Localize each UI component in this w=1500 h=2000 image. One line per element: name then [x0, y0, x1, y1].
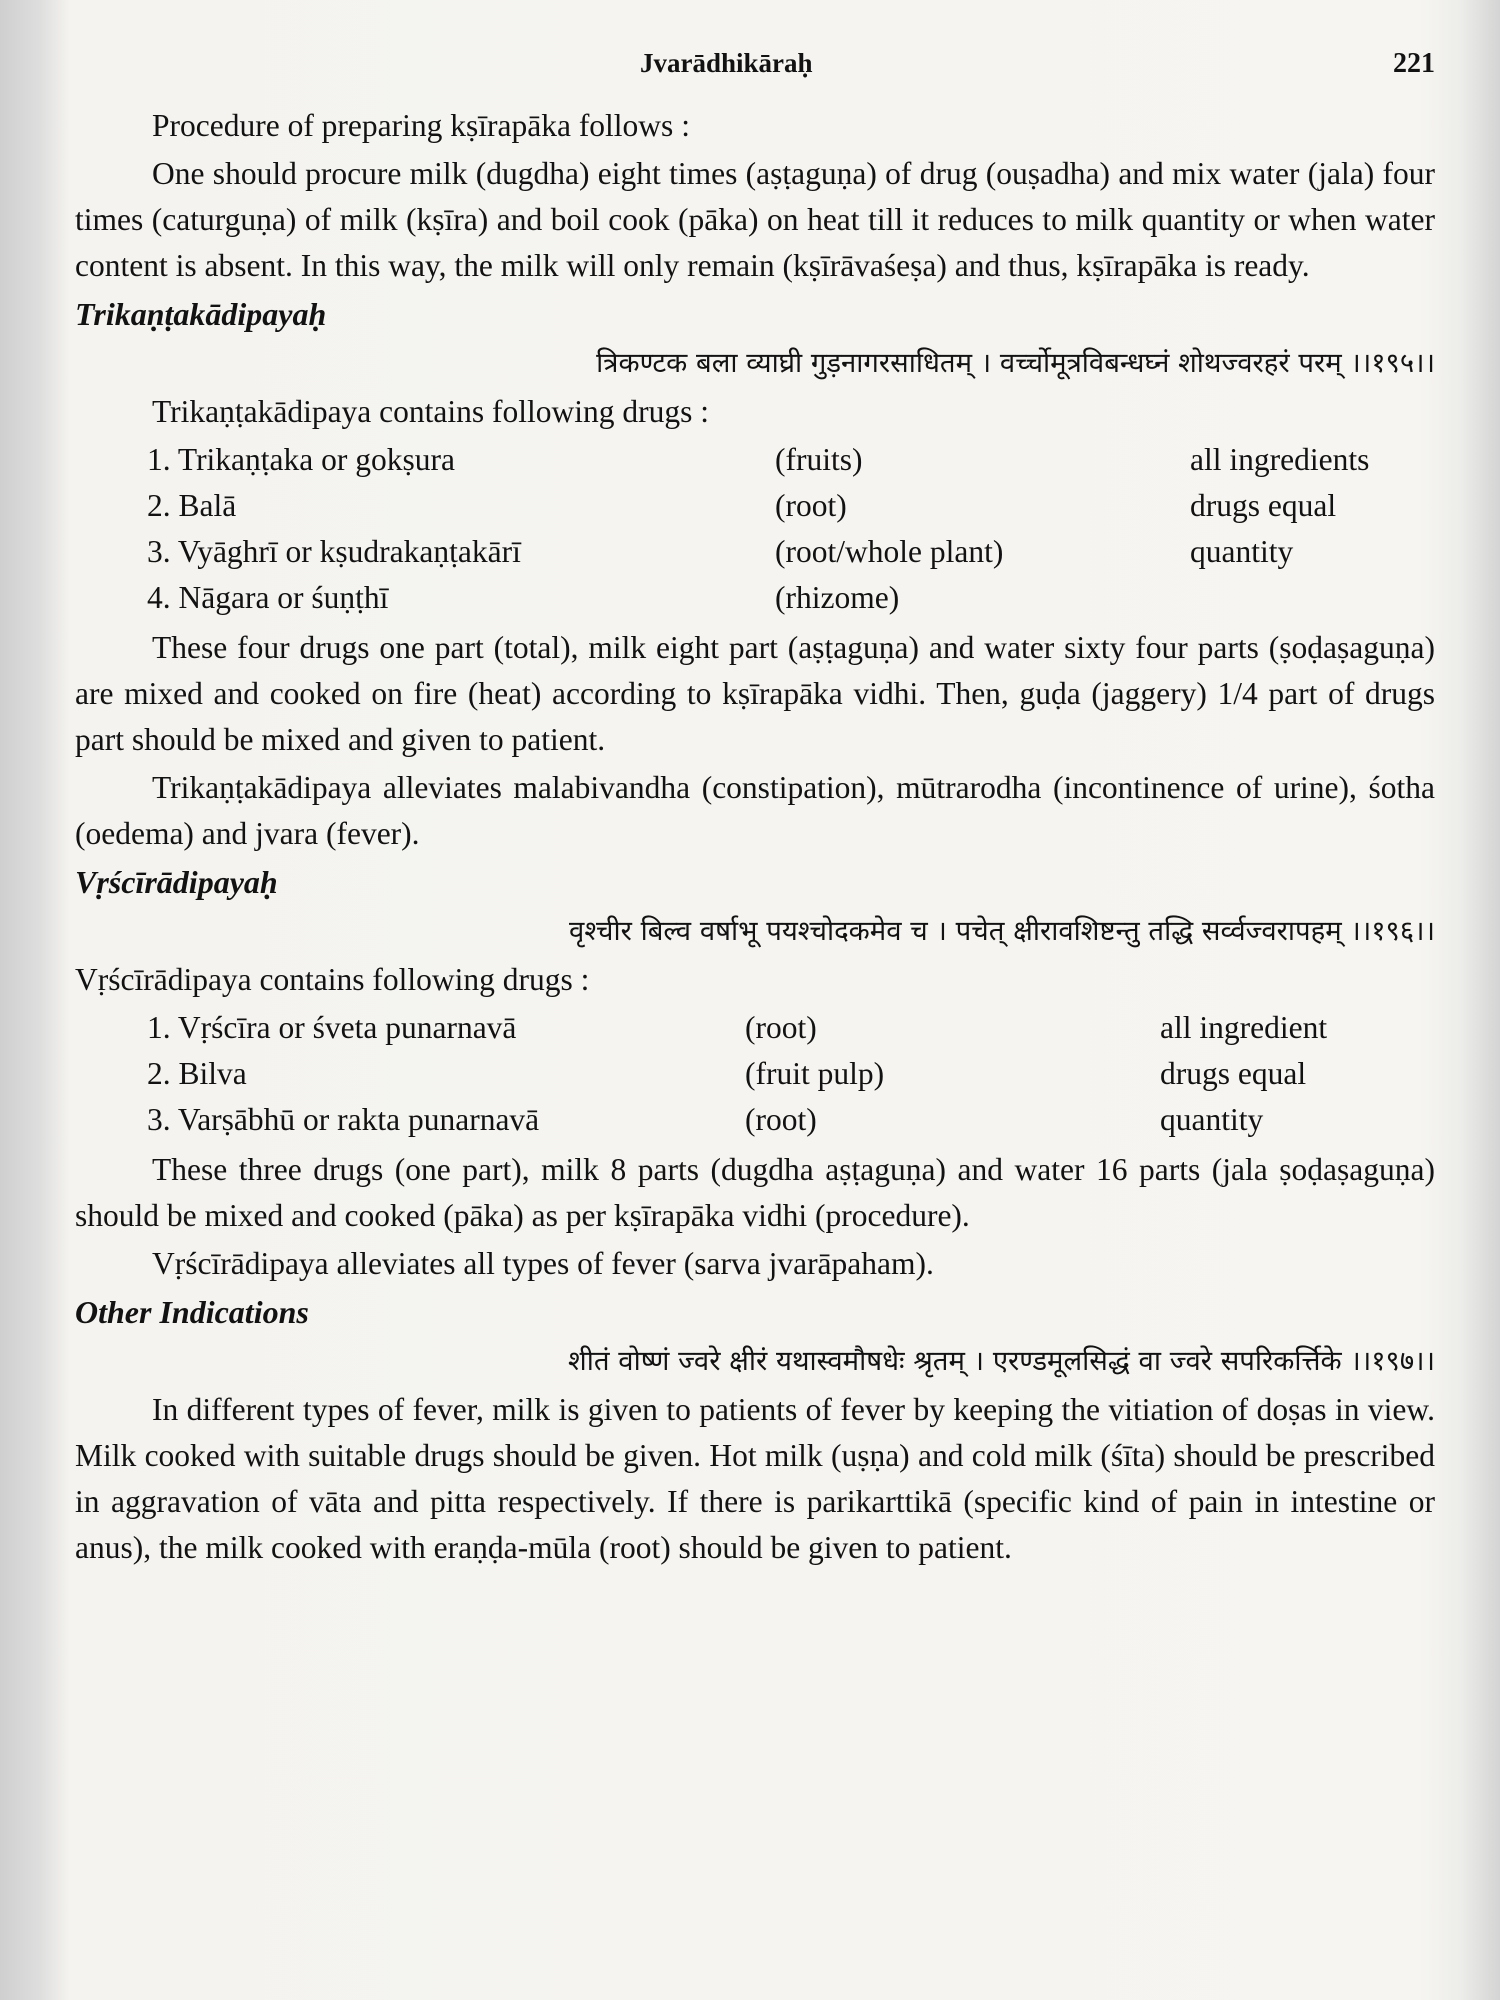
drug-list — [75, 437, 1435, 621]
section-heading-vrscīradipayah: Vṛścīrādipayaḥ — [75, 864, 278, 900]
page-header — [75, 48, 1435, 88]
indication-paragraph: Trikaṇṭakādipaya alleviates malabivandha (constipation), mūtrarodha (incontinence of urine), śotha (oedema) and jvara (fever). — [75, 770, 1435, 851]
sanskrit-verse-195: त्रिकण्टक बला व्याघ्री गुड़नागरसाधितम् । वर्च्चोमूत्रविबन्धघ्नं शोथज्वरहरं परम् ।।१९५।। — [596, 347, 1435, 379]
drug-name: 3. Varṣābhū or rakta punarnavā — [147, 1102, 540, 1137]
drug-name: 4. Nāgara or śuṇṭhī — [147, 580, 389, 615]
drug-part: (fruits) — [775, 442, 863, 477]
drug-note: quantity — [1190, 534, 1294, 569]
drug-note: drugs equal — [1190, 488, 1337, 523]
list-item — [75, 1005, 1435, 1051]
page-content — [75, 103, 1435, 1573]
preparation-paragraph: These four drugs one part (total), milk eight part (aṣṭaguṇa) and water sixty four parts (ṣoḍaṣaguṇa) are mixed and cooked on fire (heat) according to kṣīrapāka vidhi. Then, guḍa (jaggery) 1/4 part of drugs part should be mixed and given to patient. — [75, 630, 1435, 757]
sanskrit-verse-196: वृश्चीर बिल्व वर्षाभू पयश्चोदकमेव च । पचेत् क्षीरावशिष्टन्तु तद्धि सर्व्वज्वरापहम् ।।१९६।। — [569, 915, 1435, 947]
section-heading-trikantakadipayah: Trikaṇṭakādipayaḥ — [75, 296, 327, 332]
drug-note: drugs equal — [1160, 1056, 1307, 1091]
drug-name: 1. Trikaṇṭaka or gokṣura — [147, 442, 455, 477]
drug-note: quantity — [1160, 1102, 1264, 1137]
drug-note — [1190, 575, 1435, 621]
drug-name: 2. Balā — [147, 488, 237, 523]
list-item — [75, 529, 1435, 575]
drug-note: all ingredients — [1190, 442, 1370, 477]
indication-paragraph: In different types of fever, milk is given to patients of fever by keeping the vitiation of doṣas in view. Milk cooked with suitable drugs should be given. Hot milk (uṣṇa) and cold milk (śīta) should be prescribed in aggravation of vāta and pitta respectively. If there is parikarttikā (specific kind of pain in intestine or anus), the milk cooked with eraṇḍa-mūla (root) should be given to patient. — [75, 1392, 1435, 1565]
drug-name: 1. Vṛścīra or śveta punarnavā — [147, 1010, 517, 1045]
intro-paragraph: Procedure of preparing kṣīrapāka follows : — [152, 108, 690, 143]
list-item — [75, 575, 1435, 621]
list-item — [75, 1051, 1435, 1097]
section-heading-other-indications: Other Indications — [75, 1294, 309, 1330]
preparation-paragraph: These three drugs (one part), milk 8 parts (dugdha aṣṭaguṇa) and water 16 parts (jala ṣoḍaṣaguṇa) should be mixed and cooked (pāka) as per kṣīrapāka vidhi (procedure). — [75, 1152, 1435, 1233]
drug-part: (root) — [745, 1102, 817, 1137]
list-item — [75, 483, 1435, 529]
drug-part: (root) — [775, 488, 847, 523]
drug-list-intro: Vṛścīrādipaya contains following drugs : — [75, 962, 590, 997]
drug-note: all ingredient — [1160, 1010, 1328, 1045]
drug-list-intro: Trikaṇṭakādipaya contains following drugs : — [152, 394, 710, 429]
drug-part: (rhizome) — [775, 580, 900, 615]
procedure-paragraph: One should procure milk (dugdha) eight times (aṣṭaguṇa) of drug (ouṣadha) and mix water (jala) four times (caturguṇa) of milk (kṣīra) and boil cook (pāka) on heat till it reduces to milk quantity or when water content is absent. In this way, the milk will only remain (kṣīrāvaśeṣa) and thus, kṣīrapāka is ready. — [75, 156, 1435, 283]
running-title: Jvarādhikāraḥ — [640, 48, 813, 78]
drug-name: 2. Bilva — [147, 1056, 247, 1091]
sanskrit-verse-197: शीतं वोष्णं ज्वरे क्षीरं यथास्वमौषधेः श्रृतम् । एरण्डमूलसिद्धं वा ज्वरे सपरिकर्त्तिके ।।१९७।। — [568, 1345, 1435, 1377]
list-item — [75, 1097, 1435, 1143]
indication-paragraph: Vṛścīrādipaya alleviates all types of fever (sarva jvarāpaham). — [152, 1246, 934, 1281]
drug-part: (root) — [745, 1010, 817, 1045]
drug-name: 3. Vyāghrī or kṣudrakaṇṭakārī — [147, 534, 521, 569]
drug-list — [75, 1005, 1435, 1143]
drug-part: (root/whole plant) — [775, 534, 1004, 569]
drug-part: (fruit pulp) — [745, 1056, 885, 1091]
page-number: 221 — [1393, 48, 1435, 79]
list-item — [75, 437, 1435, 483]
